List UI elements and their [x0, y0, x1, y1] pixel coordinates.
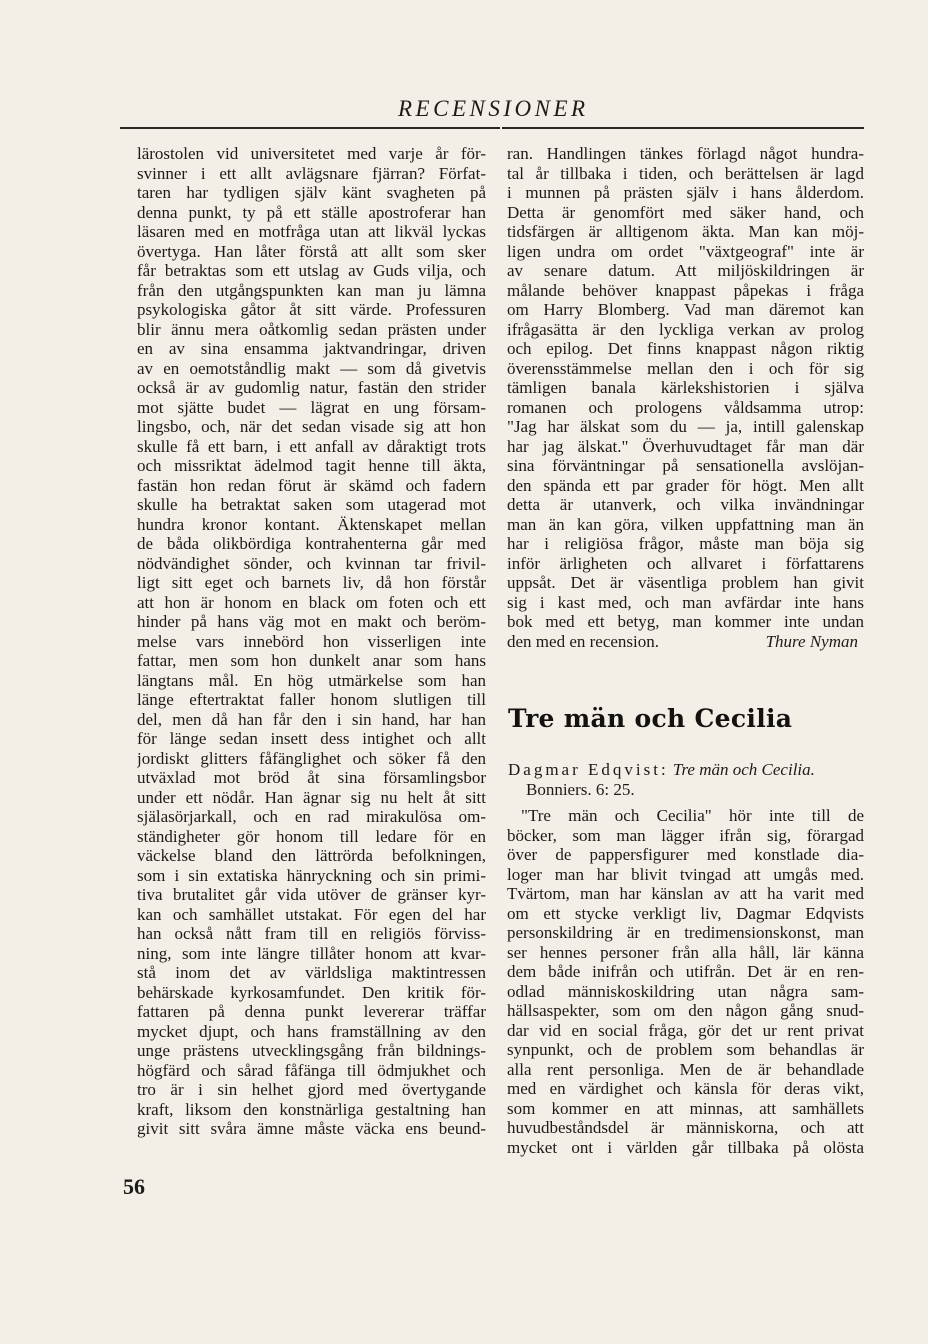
text-line: fastän hon redan förut är skämd och fadern [137, 475, 486, 495]
text-line: för länge sedan insett dess intighet och allt [137, 729, 486, 748]
text-line: skulle få ett barn, i ett anfall av dåraktigt trots [137, 436, 486, 456]
text-line: och epilog. Det finns knappast någon riktig [507, 339, 864, 358]
text-line: den spända ett par grader för högt. Men allt [507, 475, 864, 495]
text-line: behärskade kyrkosamfundet. Den kritik för- [137, 982, 486, 1002]
text-line: man än kan göra, vilken uppfattning man än [507, 514, 864, 534]
header-rule-right [502, 127, 864, 129]
review-publisher: Bonniers. 6: 25. [526, 779, 635, 799]
closing-text: den med en recension. [507, 631, 659, 651]
text-line: hundra kronor kontant. Äktenskapet mellan [137, 514, 486, 534]
text-line: ning, som inte längre tillåter honom att kvar- [137, 943, 486, 963]
text-line: över de pappersfigurer med konstlade dia- [507, 845, 864, 864]
text-line: mycket djupt, och hans framställning av den [137, 1021, 486, 1041]
text-line: högfärd och sårad fåfänga till ödmjukhet och [137, 1060, 486, 1080]
text-line: dem både inifrån och utifrån. Det är en ren- [507, 962, 864, 981]
text-line: han också nått fram till en religiös förviss- [137, 924, 486, 943]
text-line: alla rent personliga. Men de är behandlade [507, 1059, 864, 1079]
text-line: bok med ett betyg, man kommer inte undan [507, 612, 864, 631]
text-line: skulle ha betraktat saken som utagerad mot [137, 495, 486, 514]
text-line: detta är utanverk, och vilka invändningar [507, 495, 864, 514]
text-line: uppsåt. Det är väsentliga problem han givit [507, 573, 864, 592]
text-line: hinder på hans väg mot en makt och beröm- [137, 612, 486, 631]
text-line: tidsfärgen är alltigenom äkta. Man kan möj- [507, 222, 864, 241]
text-line: lingsbo, och, när det sedan visade sig att hon [137, 417, 486, 436]
text-line: lärostolen vid universitetet med varje år för- [137, 144, 486, 163]
text-line: huvudbeståndsdel är människorna, och att [507, 1118, 864, 1137]
running-header [0, 88, 928, 128]
text-line: inför ärligheten och allvaret i författarens [507, 553, 864, 573]
text-line: ran. Handlingen tänkes förlagd något hundra- [507, 144, 864, 163]
text-line: från den utgångspunkten kan man ju lämna [137, 280, 486, 300]
text-line: unge prästens utvecklingsgång från bildnings- [137, 1041, 486, 1060]
text-line: hällsaspekter, som om den någon gång snud- [507, 1001, 864, 1020]
text-line: i munnen på prästen själv i hans ålderdom. [507, 183, 864, 202]
text-line: och missriktat ädelmod tagit henne till äkta, [137, 456, 486, 475]
text-line: läsaren med en motfråga utan att likväl lyckas [137, 222, 486, 241]
text-line: längtans mål. En hög utmärkelse som han [137, 670, 486, 690]
text-line: tro är i sin helhet gjord med övertygande [137, 1080, 486, 1099]
text-line: denna punkt, ty på ett ställe apostroferar han [137, 202, 486, 222]
text-line: del, men då han får den i sin hand, har han [137, 709, 486, 729]
text-line: av senare datum. Att miljöskildringen är [507, 261, 864, 280]
text-line: psykologiska gåtor åt sitt värde. Professuren [137, 300, 486, 319]
text-line: får betraktas som ett utslag av Guds vilja, och [137, 261, 486, 280]
text-line: en av sina ensamma jaktvandringar, driven [137, 339, 486, 358]
text-line: har jag älskat." Överhuvudtaget får man där [507, 436, 864, 456]
text-line: som i sin extatiska hänryckning och sin primi- [137, 865, 486, 885]
review-book-title: Tre män och Cecilia. [672, 760, 815, 779]
header-rule-left [120, 127, 500, 129]
text-line: under ett nödår. Han ägnar sig nu helt åt sitt [137, 787, 486, 807]
review-heading: Tre män och Cecilia [508, 704, 793, 733]
text-line: målande behöver knappast påpekas i fråga [507, 280, 864, 300]
text-line: kan och samhället utstakat. För egen del har [137, 904, 486, 924]
text-line: sig i kast med, och man avfärdar inte hans [507, 592, 864, 612]
text-line: tal år tillbaka i tiden, och berättelsen är lagd [507, 163, 864, 183]
text-line: kraft, liksom den konstnärliga gestaltning han [137, 1099, 486, 1119]
text-line: mot sjätte budet — lägrat en ung försam- [137, 397, 486, 417]
text-line: melse vars innebörd hon visserligen inte [137, 631, 486, 651]
text-line: mycket ont i världen går tillbaka på olösta [507, 1137, 864, 1157]
text-line: ligen undra om ordet "växtgeograf" inte är [507, 241, 864, 261]
review-author: Dagmar Edqvist: [508, 760, 669, 779]
text-line: "Jag har älskat som du — ja, intill galenskap [507, 417, 864, 436]
text-line: ser hennes personer från alla håll, lär känna [507, 942, 864, 962]
text-line: väckelse bland den lättrörda befolkningen, [137, 846, 486, 865]
text-line: "Tre män och Cecilia" hör inte till de [521, 806, 864, 825]
text-line: blir ännu mera oåtkomlig sedan prästen under [137, 319, 486, 339]
section-title: RECENSIONER [398, 96, 589, 121]
text-line: att hon är honom en black om foten och ett [137, 592, 486, 612]
text-line: loger man har blivit tvingad att umgås med. [507, 864, 864, 884]
text-line: fattaren på denna punkt levererar träffar [137, 1002, 486, 1021]
closing-line [507, 632, 864, 652]
text-line: Detta är genomfört med säker hand, och [507, 202, 864, 222]
text-line: tämligen banala kärlekshistorien i själva [507, 378, 864, 397]
reviewer-signature: Thure Nyman [765, 631, 858, 651]
text-line: ständigheter gör honom till ledare för en [137, 826, 486, 846]
text-line: romanen och prologens våldsamma utrop: [507, 397, 864, 417]
text-line: Tvärtom, man har känslan av att ha varit med [507, 884, 864, 903]
text-line: sina förväntningar på sensationella avslöjan- [507, 456, 864, 475]
text-line: synpunkt, och de problem som behandlas är [507, 1040, 864, 1059]
text-line: också är av gudomlig natur, fastän den strider [137, 378, 486, 397]
text-line: odlad människoskildring utan några sam- [507, 981, 864, 1001]
text-line: länge eftertraktat faller honom slutligen till [137, 690, 486, 709]
left-text-column [137, 144, 486, 1139]
text-line: övertyga. Han låter förstå att allt som sker [137, 241, 486, 261]
text-line: svinner i ett allt avlägsnare fjärran? Förfat- [137, 163, 486, 183]
review-byline [508, 760, 864, 799]
text-line: som kommer en att minnas, att samhällets [507, 1098, 864, 1118]
text-line: givit sitt svåra ämne måste väcka ens beund- [137, 1119, 486, 1138]
text-line: stå inom det av världsliga maktintressen [137, 963, 486, 982]
text-line: tiva brutalitet går vida utöver de gränser kyr- [137, 885, 486, 904]
text-line: om ett stycke verkligt liv, Dagmar Edqvists [507, 903, 864, 923]
text-line: av en oemotståndlig makt — som då givetvis [137, 358, 486, 378]
text-line: ligt sitt eget och barnets liv, då hon förstår [137, 573, 486, 592]
right-text-column-top [507, 144, 864, 651]
review-text-column [507, 806, 864, 1157]
text-line: taren har tydligen själv känt svagheten på [137, 183, 486, 202]
page-number: 56 [123, 1174, 145, 1199]
text-line: om Harry Blomberg. Vad man däremot kan [507, 300, 864, 319]
text-line: utväxlad mot bröd åt sina församlingsbor [137, 768, 486, 787]
text-line: dar vid en social fråga, gör det ur rent privat [507, 1020, 864, 1040]
text-line: fattar, men som hon dunkelt anar som hans [137, 651, 486, 670]
text-line: böcker, som man lägger ifrån sig, förargad [507, 825, 864, 845]
text-line: de båda olikbördiga kontrahenterna går med [137, 534, 486, 553]
text-line: jordiskt glitters fåfänglighet och söker få den [137, 748, 486, 768]
text-line: ifrågasätta är den lyckliga verkan av prolog [507, 319, 864, 339]
text-line: har i religiösa frågor, måste man böja sig [507, 534, 864, 553]
text-line: personskildring är en tredimensionskonst, man [507, 923, 864, 942]
text-line: med en värdighet och känsla för deras vikt, [507, 1079, 864, 1098]
text-line: själasörjarkall, och en rad mirakulösa om- [137, 807, 486, 826]
text-line: överensstämmelse mellan den i och för sig [507, 358, 864, 378]
text-line: nödvändighet sönder, och kvinnan tar frivil- [137, 553, 486, 573]
